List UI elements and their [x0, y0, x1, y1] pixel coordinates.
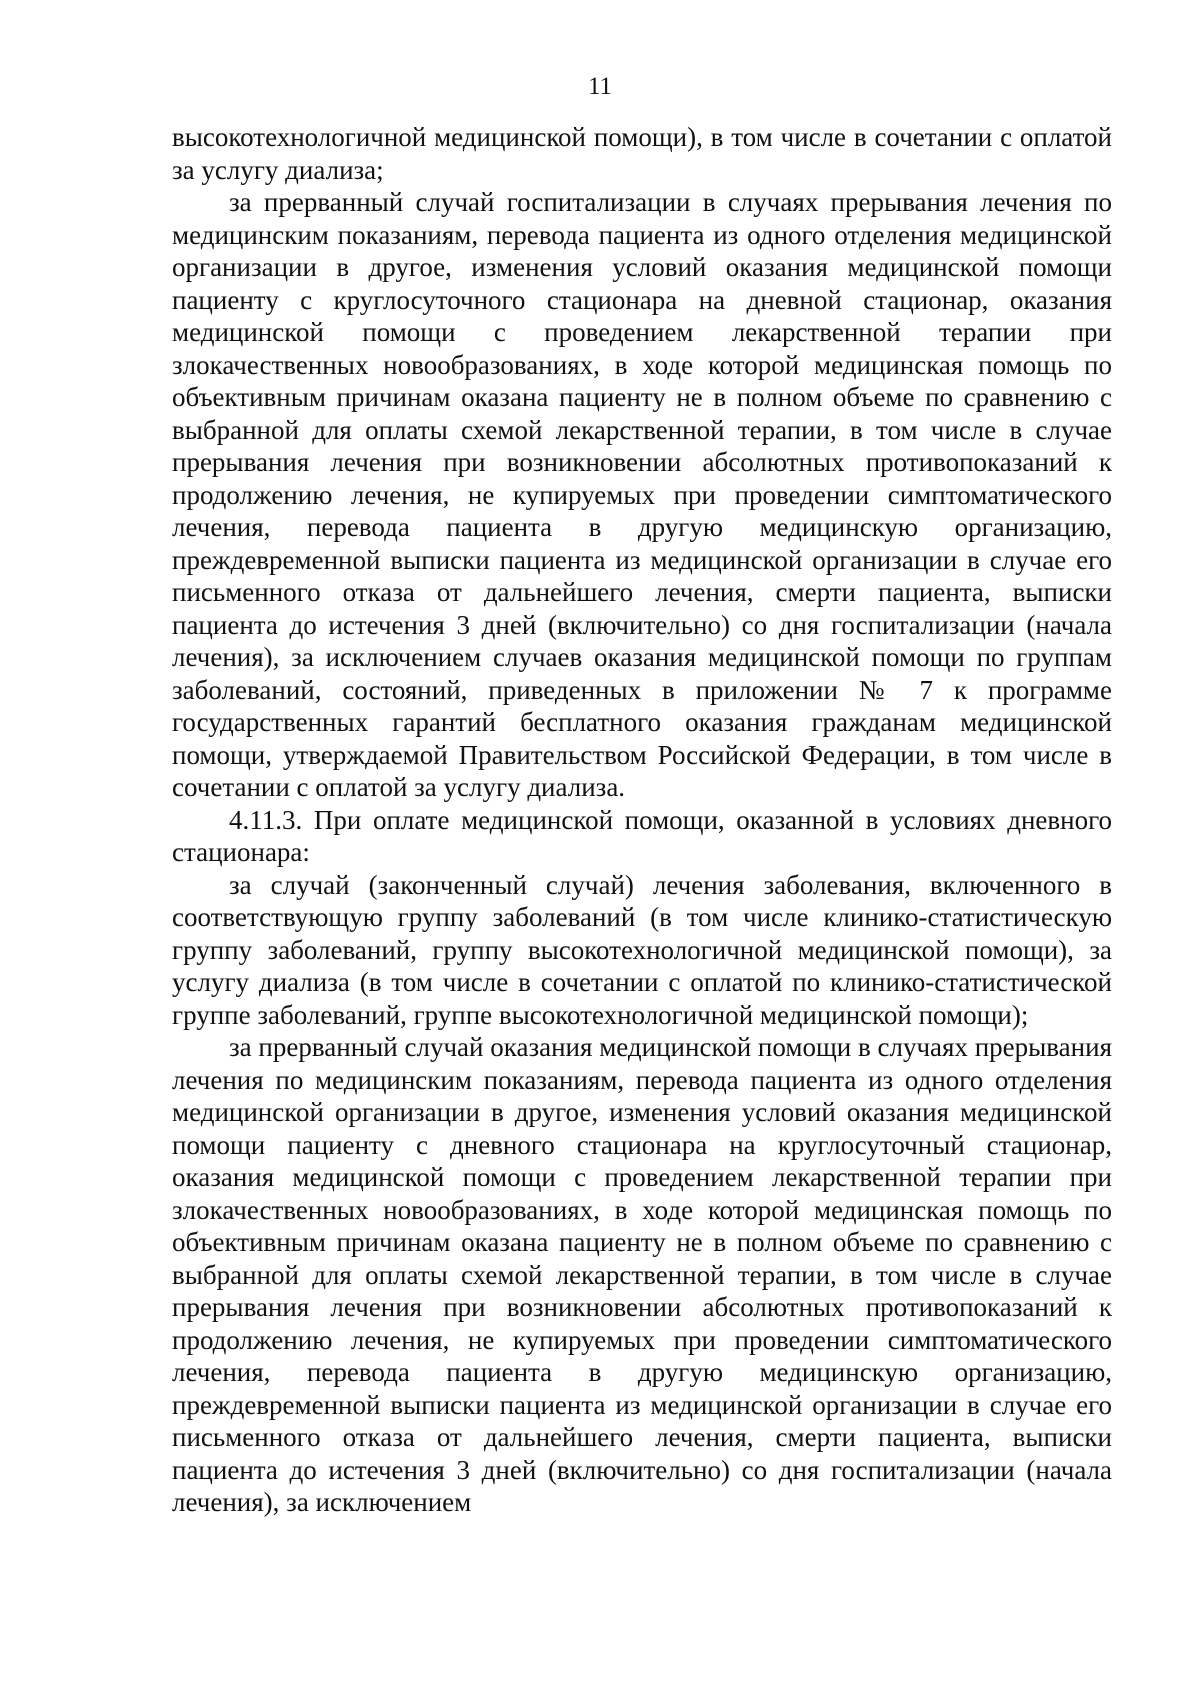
- page-number: 11: [587, 73, 613, 100]
- paragraph-completed-case: за случай (законченный случай) лечения заболевания, включенного в соответствующую группу заболеваний (в том числе клинико-статистическую группу заболеваний, группу высокотехнологичной медицинской помощи), за услугу диализа (в том числе в сочетании с оплатой по клинико-статистической группе заболеваний, группе высокотехнологичной медицинской помощи);: [172, 869, 1112, 1030]
- paragraph-section-4-11-3: 4.11.3. При оплате медицинской помощи, оказанной в условиях дневного стационара:: [172, 804, 1112, 867]
- document-body: [172, 121, 1112, 1519]
- paragraph-interrupted-case: за прерванный случай оказания медицинской помощи в случаях прерывания лечения по медицинским показаниям, перевода пациента из одного отделения медицинской организации в другое, изменения условий оказания медицинской помощи пациенту с дневного стационара на круглосуточный стационар, оказания медицинской помощи с проведением лекарственной терапии при злокачественных новообразованиях, в ходе которой медицинская помощь по объективным причинам оказана пациенту не в полном объеме по сравнению с выбранной для оплаты схемой лекарственной терапии, в том числе в случае прерывания лечения при возникновении абсолютных противопоказаний к продолжению лечения, не купируемых при проведении симптоматического лечения, перевода пациента в другую медицинскую организацию, преждевременной выписки пациента из медицинской организации в случае его письменного отказа от дальнейшего лечения, смерти пациента, выписки пациента до истечения 3 дней (включительно) со дня госпитализации (начала лечения), за исключением: [172, 1032, 1112, 1517]
- paragraph-continuation: высокотехнологичной медицинской помощи), в том числе в сочетании с оплатой за услугу диализа;: [172, 122, 1112, 185]
- paragraph-interrupted-hospitalization: за прерванный случай госпитализации в случаях прерывания лечения по медицинским показаниям, перевода пациента из одного отделения медицинской организации в другое, изменения условий оказания медицинской помощи пациенту с круглосуточного стационара на дневной стационар, оказания медицинской помощи с проведением лекарственной терапии при злокачественных новообразованиях, в ходе которой медицинская помощь по объективным причинам оказана пациенту не в полном объеме по сравнению с выбранной для оплаты схемой лекарственной терапии, в том числе в случае прерывания лечения при возникновении абсолютных противопоказаний к продолжению лечения, не купируемых при проведении симптоматического лечения, перевода пациента в другую медицинскую организацию, преждевременной выписки пациента из медицинской организации в случае его письменного отказа от дальнейшего лечения, смерти пациента, выписки пациента до истечения 3 дней (включительно) со дня госпитализации (начала лечения), за исключением случаев оказания медицинской помощи по группам заболеваний, состояний, приведенных в приложении № 7 к программе государственных гарантий бесплатного оказания гражданам медицинской помощи, утверждаемой Правительством Российской Федерации, в том числе в сочетании с оплатой за услугу диализа.: [172, 187, 1112, 802]
